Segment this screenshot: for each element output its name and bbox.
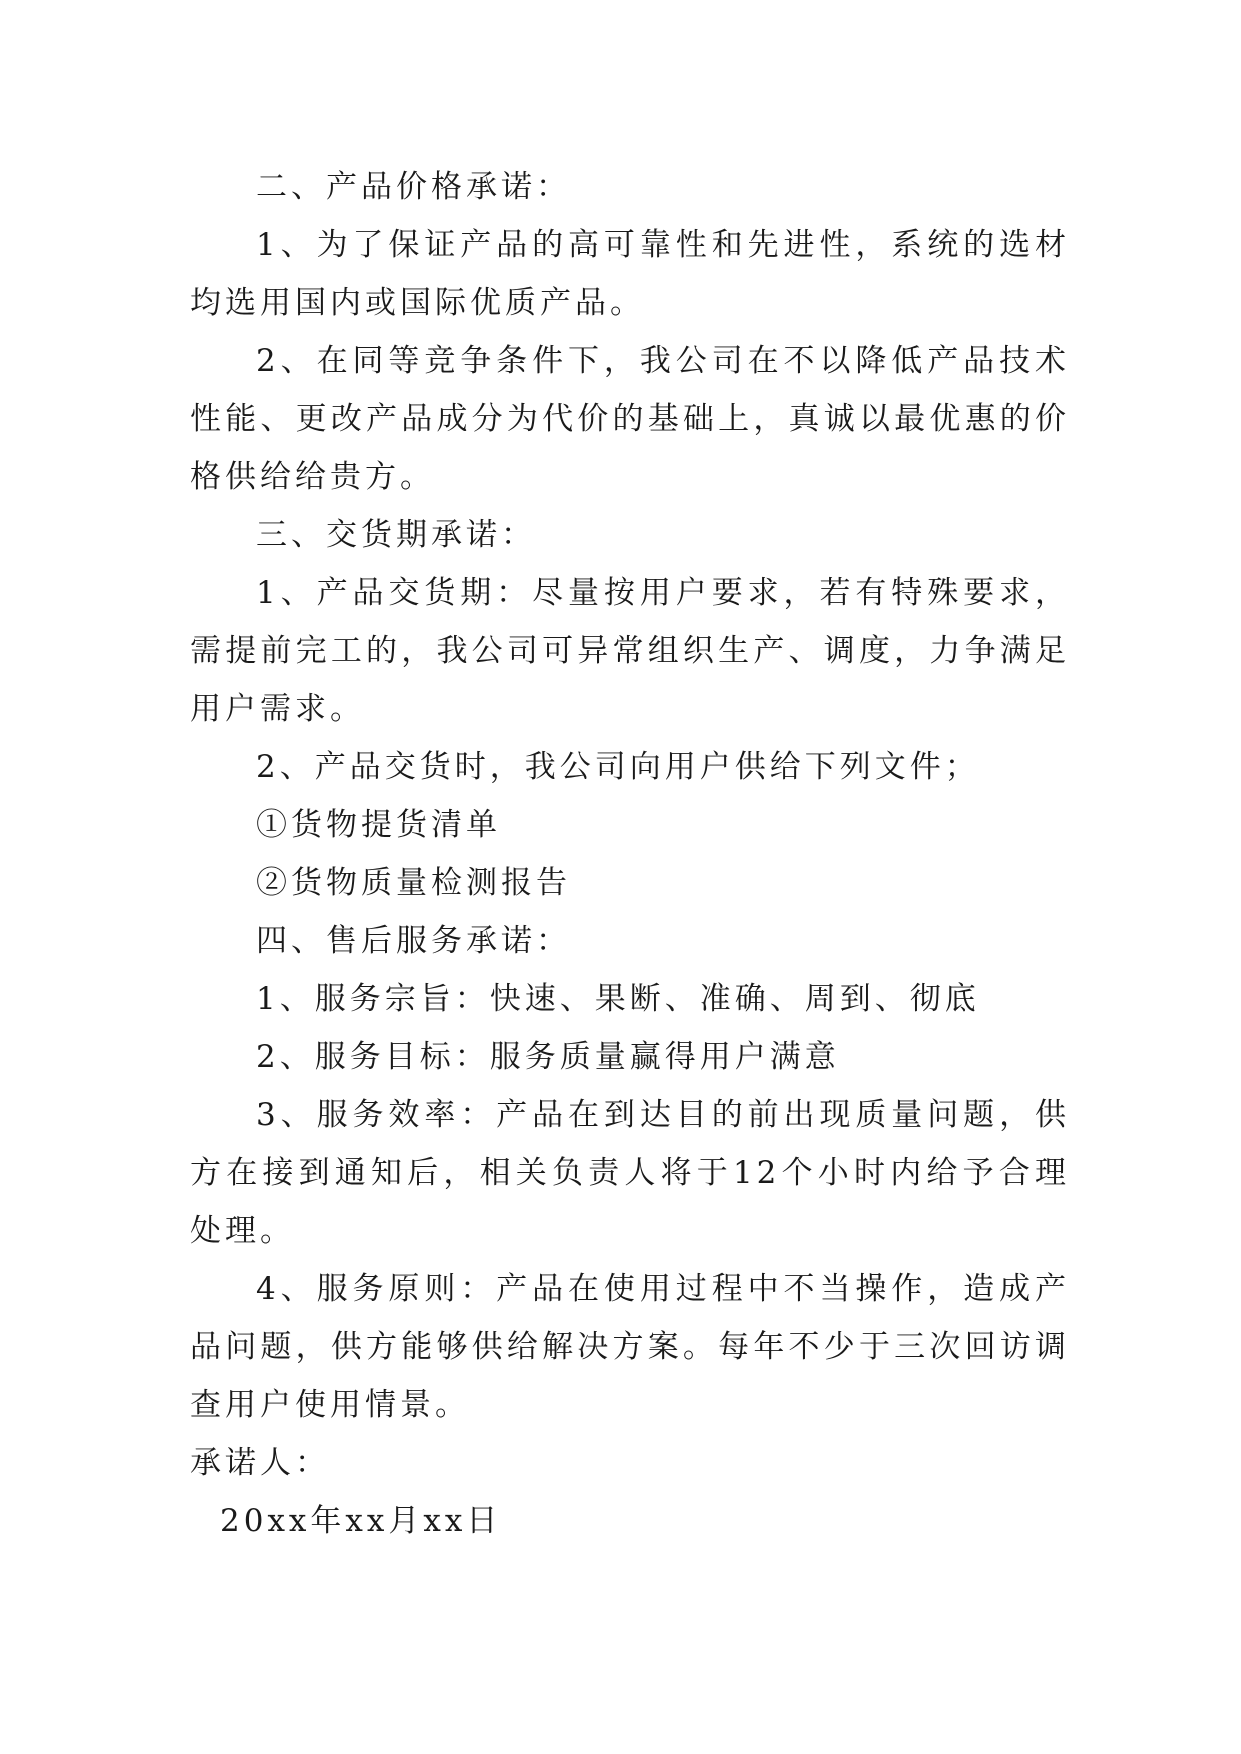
signature-date: 20xx年xx月xx日: [220, 1503, 502, 1539]
list-item-pickup-list: ①货物提货清单: [256, 807, 501, 843]
paragraph-service-2: 2、服务目标：服务质量赢得用户满意: [256, 1039, 840, 1075]
paragraph-service-1: 1、服务宗旨：快速、果断、准确、周到、彻底: [256, 981, 980, 1017]
paragraph-service-3: 3、服务效率：产品在到达目的前出现质量问题，供方在接到通知后，相关负责人将于12个小时内给予合理处理。: [190, 1097, 1070, 1249]
list-item-quality-report: ②货物质量检测报告: [256, 865, 571, 901]
signatory-label: 承诺人：: [190, 1445, 330, 1481]
paragraph-service-4: 4、服务原则：产品在使用过程中不当操作，造成产品问题，供方能够供给解决方案。每年不少于三次回访调查用户使用情景。: [190, 1271, 1070, 1423]
paragraph-delivery-1: 1、产品交货期：尽量按用户要求，若有特殊要求，需提前完工的，我公司可异常组织生产、调度，力争满足用户需求。: [190, 575, 1070, 727]
paragraph-price-1: 1、为了保证产品的高可靠性和先进性，系统的选材均选用国内或国际优质产品。: [190, 227, 1070, 321]
section-heading-delivery: 三、交货期承诺：: [256, 517, 536, 553]
document-body: [190, 158, 1070, 1550]
section-heading-after-sales: 四、售后服务承诺：: [256, 923, 571, 959]
paragraph-delivery-2: 2、产品交货时，我公司向用户供给下列文件；: [256, 749, 980, 785]
paragraph-price-2: 2、在同等竞争条件下，我公司在不以降低产品技术性能、更改产品成分为代价的基础上，真诚以最优惠的价格供给给贵方。: [190, 343, 1070, 495]
section-heading-price: 二、产品价格承诺：: [256, 169, 571, 205]
